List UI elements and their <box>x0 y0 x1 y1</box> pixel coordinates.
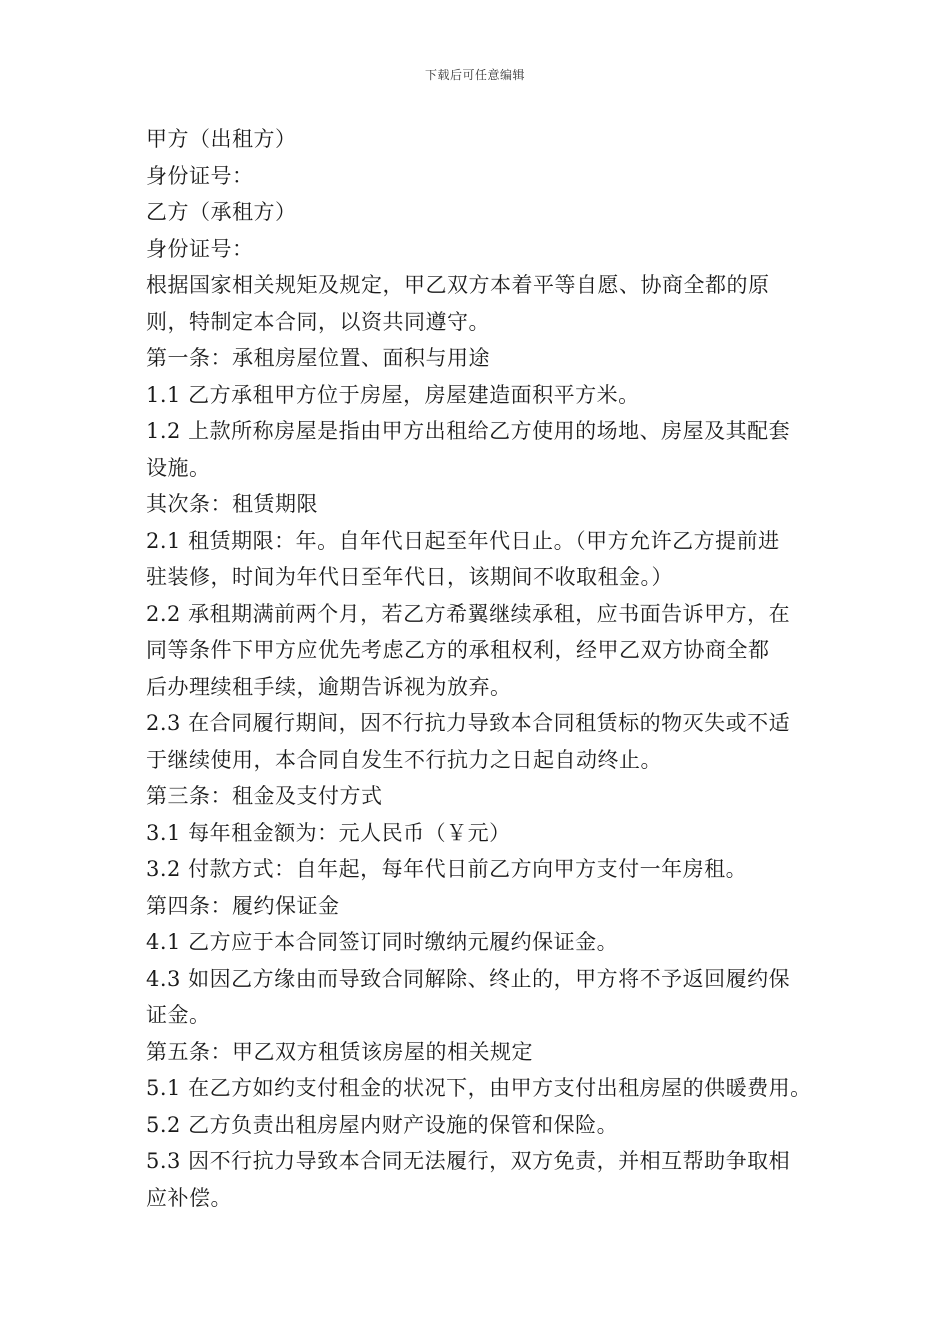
clause-5-3-continued: 应补偿。 <box>146 1185 232 1210</box>
clause-2-2: 2.2 承租期满前两个月，若乙方希翼继续承租，应书面告诉甲方，在 <box>146 601 791 626</box>
clause-3-1: 3.1 每年租金额为：元人民币（￥元） <box>146 820 511 845</box>
header-note: 下载后可任意编辑 <box>424 68 525 82</box>
clause-1-2: 1.2 上款所称房屋是指由甲方出租给乙方使用的场地、房屋及其配套 <box>146 419 791 443</box>
clause-1-1: 1.1 乙方承租甲方位于房屋，房屋建造面积平方米。 <box>146 382 640 407</box>
clause-2-1: 2.1 租赁期限：年。自年代日起至年代日止。（甲方允许乙方提前进 <box>146 528 780 553</box>
clause-4-1: 4.1 乙方应于本合同签订同时缴纳元履约保证金。 <box>146 930 619 954</box>
clause-2-3-continued: 于继续使用，本合同自发生不行抗力之日起自动终止。 <box>146 747 662 772</box>
clause-1-2-continued: 设施。 <box>146 455 211 480</box>
preamble-line: 根据国家相关规矩及规定，甲乙双方本着平等自愿、协商全都的原 <box>146 273 770 297</box>
clause-5-2: 5.2 乙方负责出租房屋内财产设施的保管和保险。 <box>146 1112 619 1137</box>
contract-body <box>146 121 826 1216</box>
clause-2-2-continued: 同等条件下甲方应优先考虑乙方的承租权利，经甲乙双方协商全都 <box>146 638 770 662</box>
article-5-heading: 第五条：甲乙双方租赁该房屋的相关规定 <box>146 1039 533 1064</box>
clause-3-2: 3.2 付款方式：自年起，每年代日前乙方向甲方支付一年房租。 <box>146 857 748 881</box>
party-a-label: 甲方（出租方） <box>146 127 297 151</box>
clause-2-1-continued: 驻装修，时间为年代日至年代日，该期间不收取租金。） <box>146 565 673 589</box>
clause-2-2-continued: 后办理续租手续，逾期告诉视为放弃。 <box>146 674 512 699</box>
clause-4-3-continued: 证金。 <box>146 1003 211 1027</box>
party-b-id-label: 身份证号： <box>146 236 254 261</box>
clause-5-3: 5.3 因不行抗力导致本合同无法履行，双方免责，并相互帮助争取相 <box>146 1149 791 1173</box>
clause-4-3: 4.3 如因乙方缘由而导致合同解除、终止的，甲方将不予返回履约保 <box>146 966 791 991</box>
article-1-heading: 第一条：承租房屋位置、面积与用途 <box>146 346 490 370</box>
party-b-label: 乙方（承租方） <box>146 200 297 224</box>
clause-5-1: 5.1 在乙方如约支付租金的状况下，由甲方支付出租房屋的供暖费用。 <box>146 1076 812 1100</box>
party-a-id-label: 身份证号： <box>146 163 254 188</box>
article-4-heading: 第四条：履约保证金 <box>146 893 340 918</box>
clause-2-3: 2.3 在合同履行期间，因不行抗力导致本合同租赁标的物灭失或不适 <box>146 711 791 735</box>
preamble-line: 则，特制定本合同，以资共同遵守。 <box>146 309 490 334</box>
article-2-heading: 其次条：租赁期限 <box>146 492 318 516</box>
article-3-heading: 第三条：租金及支付方式 <box>146 784 383 808</box>
